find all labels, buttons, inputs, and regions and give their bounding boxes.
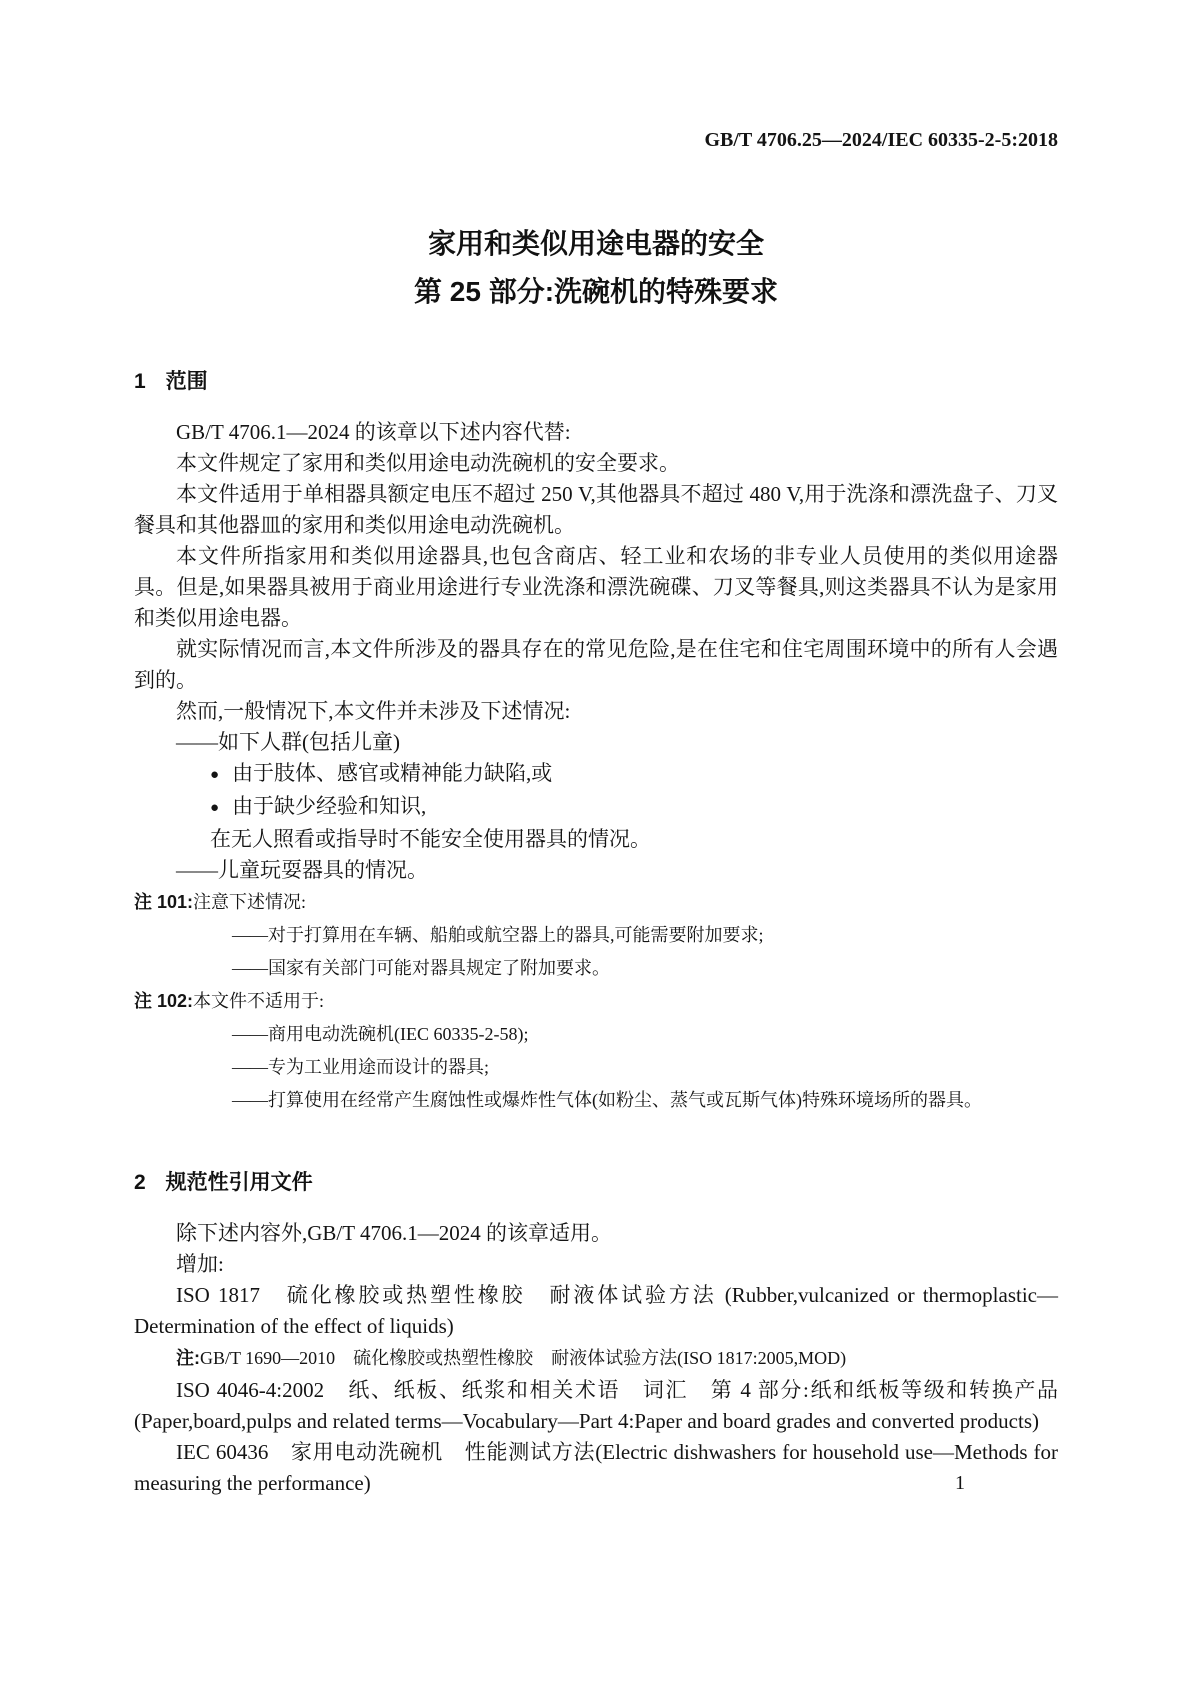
dash-list-item: ——如下人群(包括儿童) (176, 730, 400, 754)
continuation-text: 在无人照看或指导时不能安全使用器具的情况。 (210, 827, 651, 851)
note-heading (134, 985, 1058, 1018)
note-item: ——国家有关部门可能对器具规定了附加要求。 (232, 958, 610, 978)
note-item: ——对于打算用在车辆、船舶或航空器上的器具,可能需要附加要求; (232, 925, 764, 945)
paragraph: 本文件规定了家用和类似用途电动洗碗机的安全要求。 (176, 451, 680, 475)
paragraph: 本文件所指家用和类似用途器具,也包含商店、轻工业和农场的非专业人员使用的类似用途器具。但是,如果器具被用于商业用途进行专业洗涤和漂洗碗碟、刀叉等餐具,则这类器具不认为是家用和类似用途电器。 (134, 544, 1058, 630)
doc-title-line2: 第 25 部分:洗碗机的特殊要求 (413, 276, 779, 307)
bullet-list-item-text: 由于缺少经验和知识, (232, 794, 427, 818)
note-heading (134, 886, 1058, 919)
note-text: 本文件不适用于: (193, 991, 325, 1011)
paragraph: 除下述内容外,GB/T 4706.1—2024 的该章适用。 (176, 1221, 612, 1245)
reference-entry: ISO 1817 硫化橡胶或热塑性橡胶 耐液体试验方法 (Rubber,vulcanized or thermoplastic—Determination of the effect of liquids) (134, 1283, 1058, 1338)
paragraph: 然而,一般情况下,本文件并未涉及下述情况: (176, 699, 571, 723)
reference-entry: IEC 60436 家用电动洗碗机 性能测试方法(Electric dishwashers for household use—Methods for measuring the performance) (134, 1440, 1058, 1495)
note-text: GB/T 1690—2010 硫化橡胶或热塑性橡胶 耐液体试验方法(ISO 1817:2005,MOD) (200, 1348, 847, 1368)
note-item: ——专为工业用途而设计的器具; (232, 1057, 489, 1077)
doc-title-line1: 家用和类似用途电器的安全 (427, 228, 764, 259)
note-102 (134, 985, 1058, 1117)
bullet-list-item-text: 由于肢体、感官或精神能力缺陷,或 (232, 761, 553, 785)
note (176, 1342, 1058, 1375)
paragraph: 本文件适用于单相器具额定电压不超过 250 V,其他器具不超过 480 V,用于洗涤和漂洗盘子、刀叉餐具和其他器皿的家用和类似用途电动洗碗机。 (134, 482, 1058, 537)
doc-number: GB/T 4706.25—2024/IEC 60335-2-5:2018 (704, 129, 1058, 151)
section-2-title: 规范性引用文件 (165, 1171, 313, 1194)
paragraph: 就实际情况而言,本文件所涉及的器具存在的常见危险,是在住宅和住宅周围环境中的所有人会遇到的。 (134, 637, 1058, 692)
paragraph: 增加: (176, 1252, 224, 1276)
note-101 (134, 886, 1058, 985)
note-label: 注 101: (134, 892, 194, 912)
dash-list-item: ——儿童玩耍器具的情况。 (176, 858, 428, 882)
bullet-icon: ● (210, 767, 220, 783)
bullet-icon: ● (210, 800, 220, 816)
note-label: 注 102: (134, 991, 194, 1011)
note-label: 注: (176, 1348, 200, 1368)
bullet-list-item (210, 791, 1058, 824)
section-1-number: 1 (134, 370, 146, 393)
doc-title (134, 220, 1058, 316)
section-1-heading (134, 366, 1058, 397)
section-2-number: 2 (134, 1171, 146, 1194)
page-number: 1 (955, 1472, 965, 1494)
bullet-list-item (210, 758, 1058, 791)
section-2-heading (134, 1167, 1058, 1198)
paragraph: GB/T 4706.1—2024 的该章以下述内容代替: (176, 420, 571, 444)
section-1-title: 范围 (165, 370, 208, 393)
note-item: ——商用电动洗碗机(IEC 60335-2-58); (232, 1024, 529, 1044)
note-item: ——打算使用在经常产生腐蚀性或爆炸性气体(如粉尘、蒸气或瓦斯气体)特殊环境场所的器具。 (232, 1090, 982, 1110)
reference-entry: ISO 4046-4:2002 纸、纸板、纸浆和相关术语 词汇 第 4 部分:纸和纸板等级和转换产品 (Paper,board,pulps and related terms—Vocabulary—Part 4:Paper and board grades and converted products) (134, 1378, 1058, 1433)
note-text: 注意下述情况: (193, 892, 307, 912)
